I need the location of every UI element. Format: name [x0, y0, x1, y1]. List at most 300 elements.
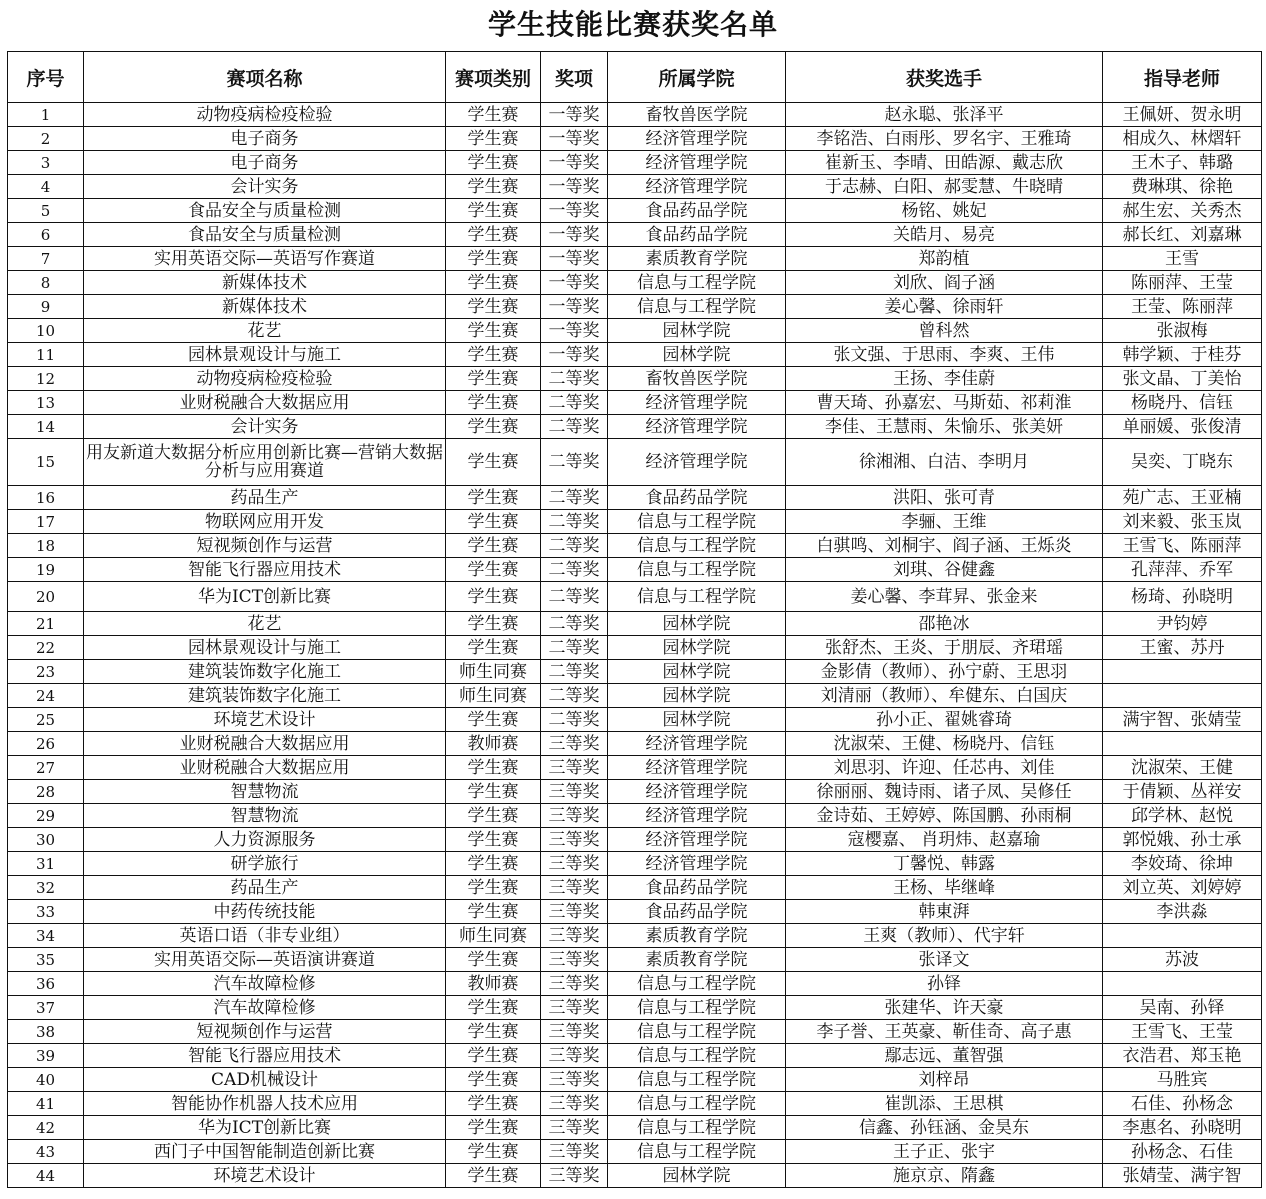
cell-award: 三等奖 — [541, 780, 608, 804]
cell-award: 三等奖 — [541, 1164, 608, 1188]
cell-category: 学生赛 — [446, 804, 541, 828]
cell-no: 4 — [8, 175, 84, 199]
cell-college: 素质教育学院 — [608, 948, 786, 972]
cell-event: 华为ICT创新比赛 — [84, 1116, 446, 1140]
cell-category: 学生赛 — [446, 996, 541, 1020]
cell-advisors: 张淑梅 — [1103, 319, 1262, 343]
cell-winners: 徐丽丽、魏诗雨、诸子凤、吴修任 — [786, 780, 1103, 804]
cell-advisors — [1103, 732, 1262, 756]
table-row — [8, 756, 1262, 780]
cell-no: 36 — [8, 972, 84, 996]
cell-no: 28 — [8, 780, 84, 804]
cell-event: 花艺 — [84, 612, 446, 636]
cell-advisors: 苏波 — [1103, 948, 1262, 972]
cell-category: 学生赛 — [446, 1068, 541, 1092]
table-row — [8, 972, 1262, 996]
table-row — [8, 1116, 1262, 1140]
cell-no: 33 — [8, 900, 84, 924]
cell-event: 电子商务 — [84, 151, 446, 175]
cell-winners: 刘琪、谷健鑫 — [786, 558, 1103, 582]
table-row — [8, 582, 1262, 612]
cell-award: 三等奖 — [541, 1092, 608, 1116]
column-header: 指导老师 — [1103, 52, 1262, 103]
cell-event: 英语口语（非专业组） — [84, 924, 446, 948]
cell-category: 教师赛 — [446, 972, 541, 996]
cell-category: 学生赛 — [446, 415, 541, 439]
table-row — [8, 852, 1262, 876]
table-row — [8, 367, 1262, 391]
cell-winners: 杨铭、姚妃 — [786, 199, 1103, 223]
cell-no: 3 — [8, 151, 84, 175]
cell-college: 食品药品学院 — [608, 486, 786, 510]
cell-award: 三等奖 — [541, 756, 608, 780]
table-row — [8, 319, 1262, 343]
cell-category: 学生赛 — [446, 558, 541, 582]
cell-award: 二等奖 — [541, 558, 608, 582]
cell-advisors: 沈淑荣、王健 — [1103, 756, 1262, 780]
cell-event: 会计实务 — [84, 415, 446, 439]
cell-event: 药品生产 — [84, 486, 446, 510]
cell-winners: 关皓月、易亮 — [786, 223, 1103, 247]
cell-no: 35 — [8, 948, 84, 972]
table-row — [8, 247, 1262, 271]
cell-category: 学生赛 — [446, 247, 541, 271]
cell-winners: 李骊、王维 — [786, 510, 1103, 534]
cell-winners: 赵永聪、张泽平 — [786, 103, 1103, 127]
cell-award: 二等奖 — [541, 486, 608, 510]
cell-winners: 曾科然 — [786, 319, 1103, 343]
cell-no: 41 — [8, 1092, 84, 1116]
cell-category: 学生赛 — [446, 1116, 541, 1140]
cell-no: 7 — [8, 247, 84, 271]
cell-category: 学生赛 — [446, 780, 541, 804]
cell-college: 食品药品学院 — [608, 199, 786, 223]
cell-college: 食品药品学院 — [608, 223, 786, 247]
cell-award: 三等奖 — [541, 996, 608, 1020]
cell-winners: 姜心馨、徐雨轩 — [786, 295, 1103, 319]
cell-no: 23 — [8, 660, 84, 684]
cell-award: 一等奖 — [541, 127, 608, 151]
cell-college: 信息与工程学院 — [608, 1092, 786, 1116]
cell-award: 一等奖 — [541, 151, 608, 175]
cell-event: CAD机械设计 — [84, 1068, 446, 1092]
cell-category: 学生赛 — [446, 612, 541, 636]
cell-category: 师生同赛 — [446, 924, 541, 948]
cell-advisors: 王雪飞、陈丽萍 — [1103, 534, 1262, 558]
cell-category: 学生赛 — [446, 708, 541, 732]
cell-category: 学生赛 — [446, 1092, 541, 1116]
cell-no: 30 — [8, 828, 84, 852]
cell-winners: 崔凯添、王思棋 — [786, 1092, 1103, 1116]
cell-advisors: 石佳、孙杨念 — [1103, 1092, 1262, 1116]
cell-category: 学生赛 — [446, 175, 541, 199]
cell-award: 三等奖 — [541, 852, 608, 876]
cell-event: 汽车故障检修 — [84, 996, 446, 1020]
cell-event: 建筑装饰数字化施工 — [84, 660, 446, 684]
cell-no: 10 — [8, 319, 84, 343]
cell-event: 智能飞行器应用技术 — [84, 558, 446, 582]
cell-award: 二等奖 — [541, 510, 608, 534]
table-row — [8, 415, 1262, 439]
cell-award: 三等奖 — [541, 1116, 608, 1140]
cell-no: 11 — [8, 343, 84, 367]
cell-award: 三等奖 — [541, 1020, 608, 1044]
cell-advisors: 马胜宾 — [1103, 1068, 1262, 1092]
cell-event: 研学旅行 — [84, 852, 446, 876]
cell-event: 实用英语交际—英语演讲赛道 — [84, 948, 446, 972]
cell-event: 智能飞行器应用技术 — [84, 1044, 446, 1068]
cell-category: 学生赛 — [446, 439, 541, 486]
cell-event: 物联网应用开发 — [84, 510, 446, 534]
cell-winners: 孙铎 — [786, 972, 1103, 996]
cell-event: 新媒体技术 — [84, 271, 446, 295]
cell-award: 一等奖 — [541, 223, 608, 247]
table-row — [8, 612, 1262, 636]
cell-winners: 张舒杰、王炎、于朋辰、齐珺瑶 — [786, 636, 1103, 660]
cell-advisors: 单丽媛、张俊清 — [1103, 415, 1262, 439]
cell-no: 44 — [8, 1164, 84, 1188]
cell-advisors: 郭悦娥、孙士承 — [1103, 828, 1262, 852]
table-row — [8, 1092, 1262, 1116]
cell-event: 业财税融合大数据应用 — [84, 391, 446, 415]
cell-award: 三等奖 — [541, 948, 608, 972]
cell-event: 食品安全与质量检测 — [84, 199, 446, 223]
cell-no: 2 — [8, 127, 84, 151]
cell-winners: 信鑫、孙钰涵、金昊东 — [786, 1116, 1103, 1140]
cell-event: 智慧物流 — [84, 804, 446, 828]
cell-advisors: 尹钧婷 — [1103, 612, 1262, 636]
cell-college: 信息与工程学院 — [608, 1044, 786, 1068]
column-header: 赛项名称 — [84, 52, 446, 103]
table-row — [8, 223, 1262, 247]
table-row — [8, 1140, 1262, 1164]
cell-advisors: 衣浩君、郑玉艳 — [1103, 1044, 1262, 1068]
cell-college: 经济管理学院 — [608, 732, 786, 756]
cell-advisors: 张婧莹、满宇智 — [1103, 1164, 1262, 1188]
cell-advisors: 郝生宏、关秀杰 — [1103, 199, 1262, 223]
cell-winners: 张建华、许天豪 — [786, 996, 1103, 1020]
cell-award: 三等奖 — [541, 1068, 608, 1092]
cell-category: 学生赛 — [446, 103, 541, 127]
cell-category: 学生赛 — [446, 486, 541, 510]
cell-winners: 王子正、张宇 — [786, 1140, 1103, 1164]
cell-event: 动物疫病检疫检验 — [84, 367, 446, 391]
table-row — [8, 684, 1262, 708]
table-row — [8, 1164, 1262, 1188]
cell-winners: 刘清丽（教师）、牟健东、白国庆 — [786, 684, 1103, 708]
table-row — [8, 1068, 1262, 1092]
cell-winners: 丁馨悦、韩露 — [786, 852, 1103, 876]
cell-no: 32 — [8, 876, 84, 900]
cell-award: 二等奖 — [541, 684, 608, 708]
cell-award: 一等奖 — [541, 319, 608, 343]
cell-event: 业财税融合大数据应用 — [84, 756, 446, 780]
cell-category: 学生赛 — [446, 900, 541, 924]
cell-winners: 崔新玉、李晴、田皓源、戴志欣 — [786, 151, 1103, 175]
cell-category: 教师赛 — [446, 732, 541, 756]
cell-advisors: 吴南、孙铎 — [1103, 996, 1262, 1020]
cell-award: 二等奖 — [541, 612, 608, 636]
cell-award: 二等奖 — [541, 708, 608, 732]
table-row — [8, 732, 1262, 756]
cell-winners: 邵艳冰 — [786, 612, 1103, 636]
cell-no: 12 — [8, 367, 84, 391]
cell-advisors: 王佩妍、贺永明 — [1103, 103, 1262, 127]
cell-college: 信息与工程学院 — [608, 558, 786, 582]
cell-advisors: 刘立英、刘婷婷 — [1103, 876, 1262, 900]
table-row — [8, 391, 1262, 415]
cell-category: 学生赛 — [446, 199, 541, 223]
cell-award: 三等奖 — [541, 1044, 608, 1068]
cell-winners: 韩東湃 — [786, 900, 1103, 924]
cell-category: 学生赛 — [446, 852, 541, 876]
cell-event: 环境艺术设计 — [84, 1164, 446, 1188]
cell-category: 学生赛 — [446, 295, 541, 319]
cell-category: 学生赛 — [446, 1164, 541, 1188]
cell-award: 二等奖 — [541, 439, 608, 486]
column-header: 赛项类别 — [446, 52, 541, 103]
table-row — [8, 343, 1262, 367]
cell-college: 信息与工程学院 — [608, 972, 786, 996]
cell-award: 二等奖 — [541, 534, 608, 558]
cell-no: 5 — [8, 199, 84, 223]
cell-event: 华为ICT创新比赛 — [84, 582, 446, 612]
cell-category: 师生同赛 — [446, 660, 541, 684]
cell-category: 学生赛 — [446, 127, 541, 151]
table-row — [8, 948, 1262, 972]
cell-winners: 鄢志远、董智强 — [786, 1044, 1103, 1068]
cell-advisors: 李洪淼 — [1103, 900, 1262, 924]
cell-college: 信息与工程学院 — [608, 295, 786, 319]
cell-advisors: 韩学颖、于桂芬 — [1103, 343, 1262, 367]
cell-advisors: 王蜜、苏丹 — [1103, 636, 1262, 660]
cell-winners: 刘欣、阎子涵 — [786, 271, 1103, 295]
cell-advisors: 费琳琪、徐艳 — [1103, 175, 1262, 199]
cell-award: 一等奖 — [541, 247, 608, 271]
cell-no: 14 — [8, 415, 84, 439]
cell-winners: 郑韵植 — [786, 247, 1103, 271]
cell-winners: 金影倩（教师）、孙宁蔚、王思羽 — [786, 660, 1103, 684]
cell-winners: 张文强、于思雨、李爽、王伟 — [786, 343, 1103, 367]
table-row — [8, 636, 1262, 660]
table-row — [8, 996, 1262, 1020]
cell-college: 信息与工程学院 — [608, 271, 786, 295]
cell-award: 一等奖 — [541, 343, 608, 367]
cell-college: 经济管理学院 — [608, 391, 786, 415]
cell-no: 34 — [8, 924, 84, 948]
cell-award: 二等奖 — [541, 636, 608, 660]
cell-no: 17 — [8, 510, 84, 534]
cell-event: 短视频创作与运营 — [84, 1020, 446, 1044]
cell-no: 31 — [8, 852, 84, 876]
cell-college: 信息与工程学院 — [608, 510, 786, 534]
cell-category: 学生赛 — [446, 271, 541, 295]
cell-category: 学生赛 — [446, 223, 541, 247]
table-row — [8, 486, 1262, 510]
cell-college: 信息与工程学院 — [608, 1116, 786, 1140]
cell-award: 一等奖 — [541, 103, 608, 127]
page-title: 学生技能比赛获奖名单 — [487, 8, 778, 41]
cell-advisors: 满宇智、张婧莹 — [1103, 708, 1262, 732]
cell-advisors — [1103, 660, 1262, 684]
cell-category: 学生赛 — [446, 636, 541, 660]
table-row — [8, 804, 1262, 828]
cell-college: 园林学院 — [608, 636, 786, 660]
cell-event: 环境艺术设计 — [84, 708, 446, 732]
cell-category: 学生赛 — [446, 510, 541, 534]
cell-winners: 沈淑荣、王健、杨晓丹、信钰 — [786, 732, 1103, 756]
cell-award: 一等奖 — [541, 295, 608, 319]
cell-award: 一等奖 — [541, 175, 608, 199]
cell-college: 园林学院 — [608, 319, 786, 343]
award-table — [7, 51, 1262, 1188]
cell-college: 经济管理学院 — [608, 175, 786, 199]
table-row — [8, 828, 1262, 852]
cell-advisors: 吴奕、丁晓东 — [1103, 439, 1262, 486]
column-header: 所属学院 — [608, 52, 786, 103]
cell-winners: 李佳、王慧雨、朱愉乐、张美妍 — [786, 415, 1103, 439]
cell-event: 中药传统技能 — [84, 900, 446, 924]
cell-college: 食品药品学院 — [608, 876, 786, 900]
cell-college: 信息与工程学院 — [608, 1068, 786, 1092]
cell-college: 园林学院 — [608, 708, 786, 732]
cell-winners: 刘思羽、许迎、任芯冉、刘佳 — [786, 756, 1103, 780]
cell-winners: 李子誉、王英豪、靳佳奇、高子惠 — [786, 1020, 1103, 1044]
cell-no: 21 — [8, 612, 84, 636]
cell-event: 汽车故障检修 — [84, 972, 446, 996]
cell-event: 会计实务 — [84, 175, 446, 199]
cell-category: 学生赛 — [446, 534, 541, 558]
table-row — [8, 151, 1262, 175]
cell-college: 信息与工程学院 — [608, 1140, 786, 1164]
cell-award: 三等奖 — [541, 732, 608, 756]
cell-award: 三等奖 — [541, 804, 608, 828]
cell-category: 学生赛 — [446, 1140, 541, 1164]
cell-no: 27 — [8, 756, 84, 780]
table-row — [8, 924, 1262, 948]
cell-winners: 徐湘湘、白洁、李明月 — [786, 439, 1103, 486]
cell-no: 38 — [8, 1020, 84, 1044]
cell-college: 经济管理学院 — [608, 828, 786, 852]
cell-category: 师生同赛 — [446, 684, 541, 708]
cell-category: 学生赛 — [446, 391, 541, 415]
cell-award: 三等奖 — [541, 876, 608, 900]
cell-event: 食品安全与质量检测 — [84, 223, 446, 247]
cell-college: 经济管理学院 — [608, 127, 786, 151]
cell-college: 园林学院 — [608, 612, 786, 636]
cell-winners: 刘梓昂 — [786, 1068, 1103, 1092]
cell-college: 经济管理学院 — [608, 852, 786, 876]
cell-college: 畜牧兽医学院 — [608, 367, 786, 391]
cell-award: 三等奖 — [541, 924, 608, 948]
cell-no: 20 — [8, 582, 84, 612]
cell-college: 信息与工程学院 — [608, 996, 786, 1020]
cell-category: 学生赛 — [446, 828, 541, 852]
cell-award: 三等奖 — [541, 900, 608, 924]
table-row — [8, 876, 1262, 900]
cell-no: 26 — [8, 732, 84, 756]
cell-advisors — [1103, 972, 1262, 996]
cell-category: 学生赛 — [446, 1020, 541, 1044]
table-row — [8, 558, 1262, 582]
cell-event: 智能协作机器人技术应用 — [84, 1092, 446, 1116]
cell-no: 22 — [8, 636, 84, 660]
cell-college: 经济管理学院 — [608, 151, 786, 175]
cell-college: 经济管理学院 — [608, 804, 786, 828]
cell-advisors — [1103, 924, 1262, 948]
column-header: 奖项 — [541, 52, 608, 103]
cell-category: 学生赛 — [446, 1044, 541, 1068]
cell-event: 短视频创作与运营 — [84, 534, 446, 558]
cell-no: 42 — [8, 1116, 84, 1140]
cell-award: 三等奖 — [541, 1140, 608, 1164]
cell-advisors: 王雪飞、王莹 — [1103, 1020, 1262, 1044]
cell-no: 40 — [8, 1068, 84, 1092]
cell-winners: 施京京、隋鑫 — [786, 1164, 1103, 1188]
table-row — [8, 1044, 1262, 1068]
cell-college: 经济管理学院 — [608, 439, 786, 486]
cell-no: 39 — [8, 1044, 84, 1068]
cell-advisors: 孙杨念、石佳 — [1103, 1140, 1262, 1164]
cell-event: 园林景观设计与施工 — [84, 343, 446, 367]
cell-no: 18 — [8, 534, 84, 558]
cell-award: 一等奖 — [541, 271, 608, 295]
cell-winners: 寇樱嘉、 肖玥炜、赵嘉瑜 — [786, 828, 1103, 852]
table-row — [8, 175, 1262, 199]
table-row — [8, 780, 1262, 804]
cell-advisors: 王莹、陈丽萍 — [1103, 295, 1262, 319]
cell-event: 新媒体技术 — [84, 295, 446, 319]
cell-event: 电子商务 — [84, 127, 446, 151]
cell-no: 19 — [8, 558, 84, 582]
cell-no: 16 — [8, 486, 84, 510]
cell-event: 人力资源服务 — [84, 828, 446, 852]
cell-advisors: 李姣琦、徐坤 — [1103, 852, 1262, 876]
header-row — [8, 52, 1262, 103]
cell-winners: 王爽（教师）、代宇轩 — [786, 924, 1103, 948]
cell-no: 37 — [8, 996, 84, 1020]
cell-event: 建筑装饰数字化施工 — [84, 684, 446, 708]
cell-winners: 白骐鸣、刘桐宇、阎子涵、王烁炎 — [786, 534, 1103, 558]
cell-advisors: 孔萍萍、乔军 — [1103, 558, 1262, 582]
cell-no: 6 — [8, 223, 84, 247]
cell-college: 信息与工程学院 — [608, 534, 786, 558]
cell-winners: 金诗茹、王婷婷、陈国鹏、孙雨桐 — [786, 804, 1103, 828]
cell-college: 素质教育学院 — [608, 247, 786, 271]
column-header: 序号 — [8, 52, 84, 103]
cell-event: 智慧物流 — [84, 780, 446, 804]
cell-college: 园林学院 — [608, 684, 786, 708]
cell-category: 学生赛 — [446, 343, 541, 367]
cell-advisors: 王木子、韩璐 — [1103, 151, 1262, 175]
cell-no: 25 — [8, 708, 84, 732]
cell-advisors: 王雪 — [1103, 247, 1262, 271]
cell-advisors: 苑广志、王亚楠 — [1103, 486, 1262, 510]
cell-event: 西门子中国智能制造创新比赛 — [84, 1140, 446, 1164]
cell-event: 药品生产 — [84, 876, 446, 900]
table-row — [8, 439, 1262, 486]
cell-event: 业财税融合大数据应用 — [84, 732, 446, 756]
table-row — [8, 103, 1262, 127]
cell-college: 信息与工程学院 — [608, 582, 786, 612]
cell-category: 学生赛 — [446, 151, 541, 175]
cell-award: 三等奖 — [541, 972, 608, 996]
cell-award: 二等奖 — [541, 582, 608, 612]
table-row — [8, 127, 1262, 151]
cell-no: 8 — [8, 271, 84, 295]
cell-category: 学生赛 — [446, 367, 541, 391]
cell-event: 花艺 — [84, 319, 446, 343]
